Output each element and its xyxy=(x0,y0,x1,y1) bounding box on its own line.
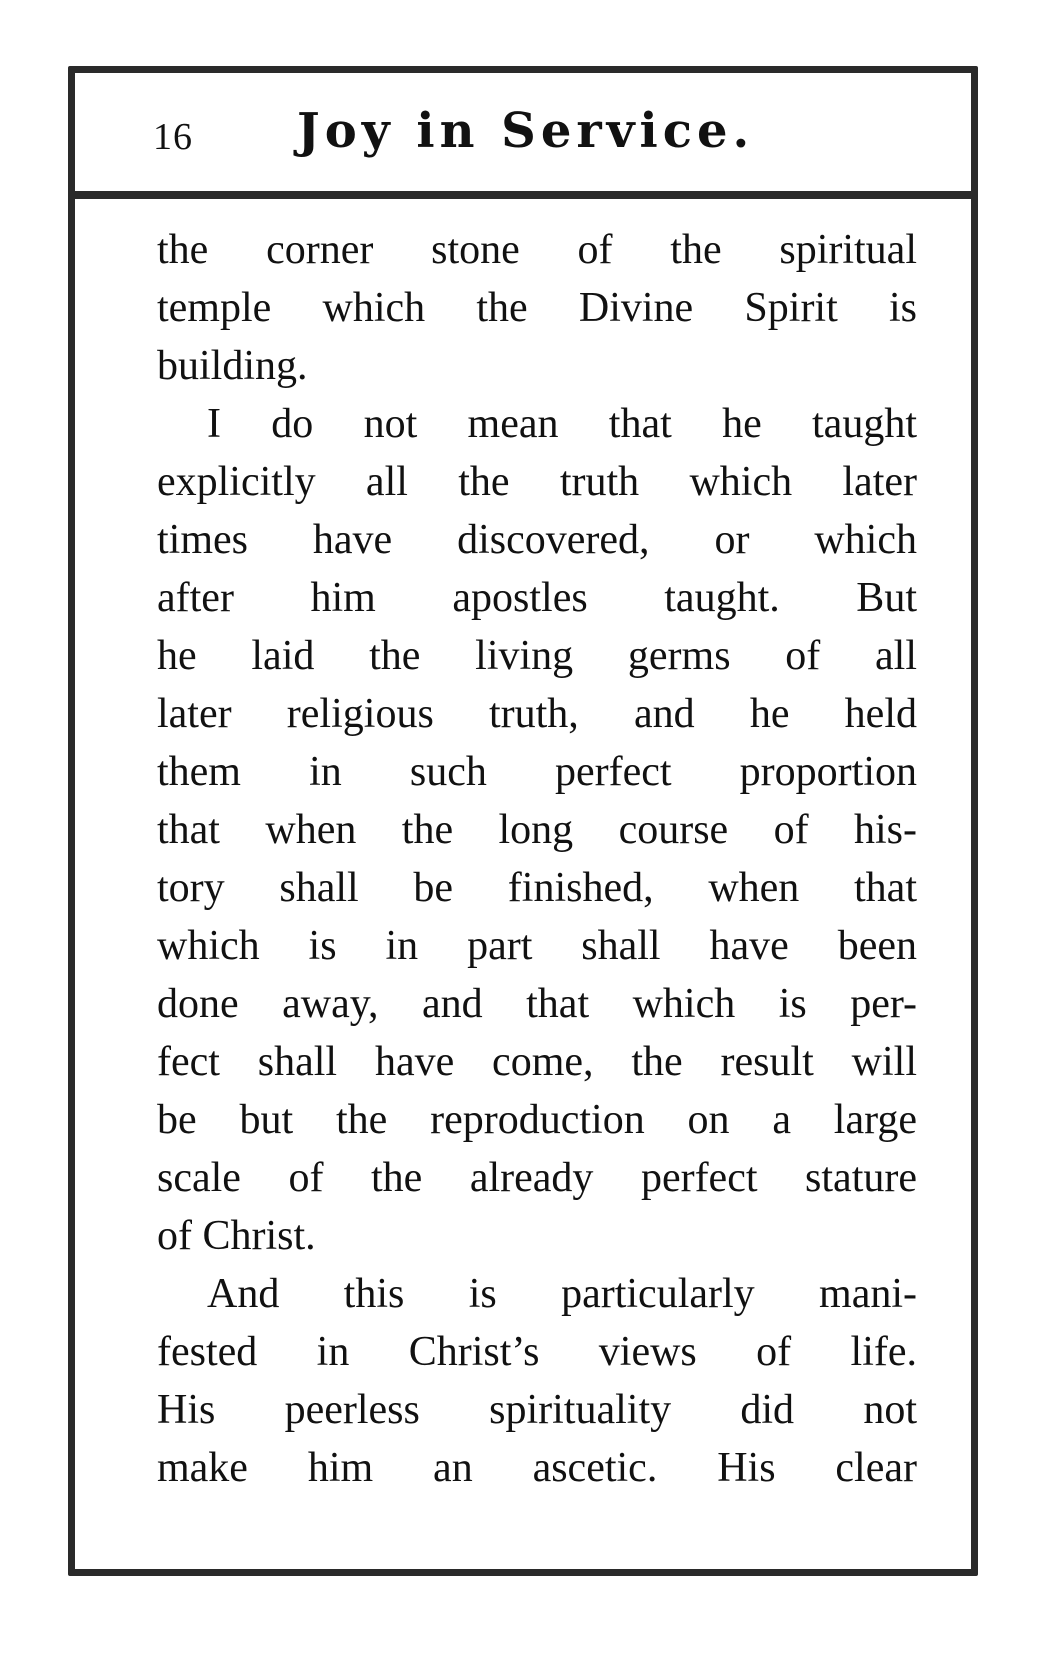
text-line: the corner stone of the spiritual xyxy=(157,227,917,273)
text-line: after him apostles taught. But xyxy=(157,575,917,621)
text-line: times have discovered, or which xyxy=(157,517,917,563)
text-line: And this is particularly mani- xyxy=(207,1271,917,1317)
text-line: temple which the Divine Spirit is xyxy=(157,285,917,331)
running-title: Joy in Service. xyxy=(297,103,755,159)
text-line: explicitly all the truth which later xyxy=(157,459,917,505)
text-line: His peerless spirituality did not xyxy=(157,1387,917,1433)
text-line: which is in part shall have been xyxy=(157,923,917,969)
text-line: tory shall be finished, when that xyxy=(157,865,917,911)
text-line: I do not mean that he taught xyxy=(207,401,917,447)
text-line: make him an ascetic. His clear xyxy=(157,1445,917,1491)
paragraph-3 xyxy=(157,1265,917,1497)
page-frame xyxy=(68,66,978,1576)
text-line: he laid the living germs of all xyxy=(157,633,917,679)
text-line: them in such perfect proportion xyxy=(157,749,917,795)
text-line: building. xyxy=(157,343,308,389)
paragraph-2 xyxy=(157,395,917,1265)
paragraph-1 xyxy=(157,221,917,395)
text-line: scale of the already perfect stature xyxy=(157,1155,917,1201)
text-line: be but the reproduction on a large xyxy=(157,1097,917,1143)
text-line: later religious truth, and he held xyxy=(157,691,917,737)
running-header xyxy=(75,73,971,199)
text-line: fested in Christ’s views of life. xyxy=(157,1329,917,1375)
text-line: done away, and that which is per- xyxy=(157,981,917,1027)
text-line: that when the long course of his- xyxy=(157,807,917,853)
body-text xyxy=(157,221,917,1497)
text-line: fect shall have come, the result will xyxy=(157,1039,917,1085)
text-line: of Christ. xyxy=(157,1213,316,1259)
page-number: 16 xyxy=(153,116,193,158)
